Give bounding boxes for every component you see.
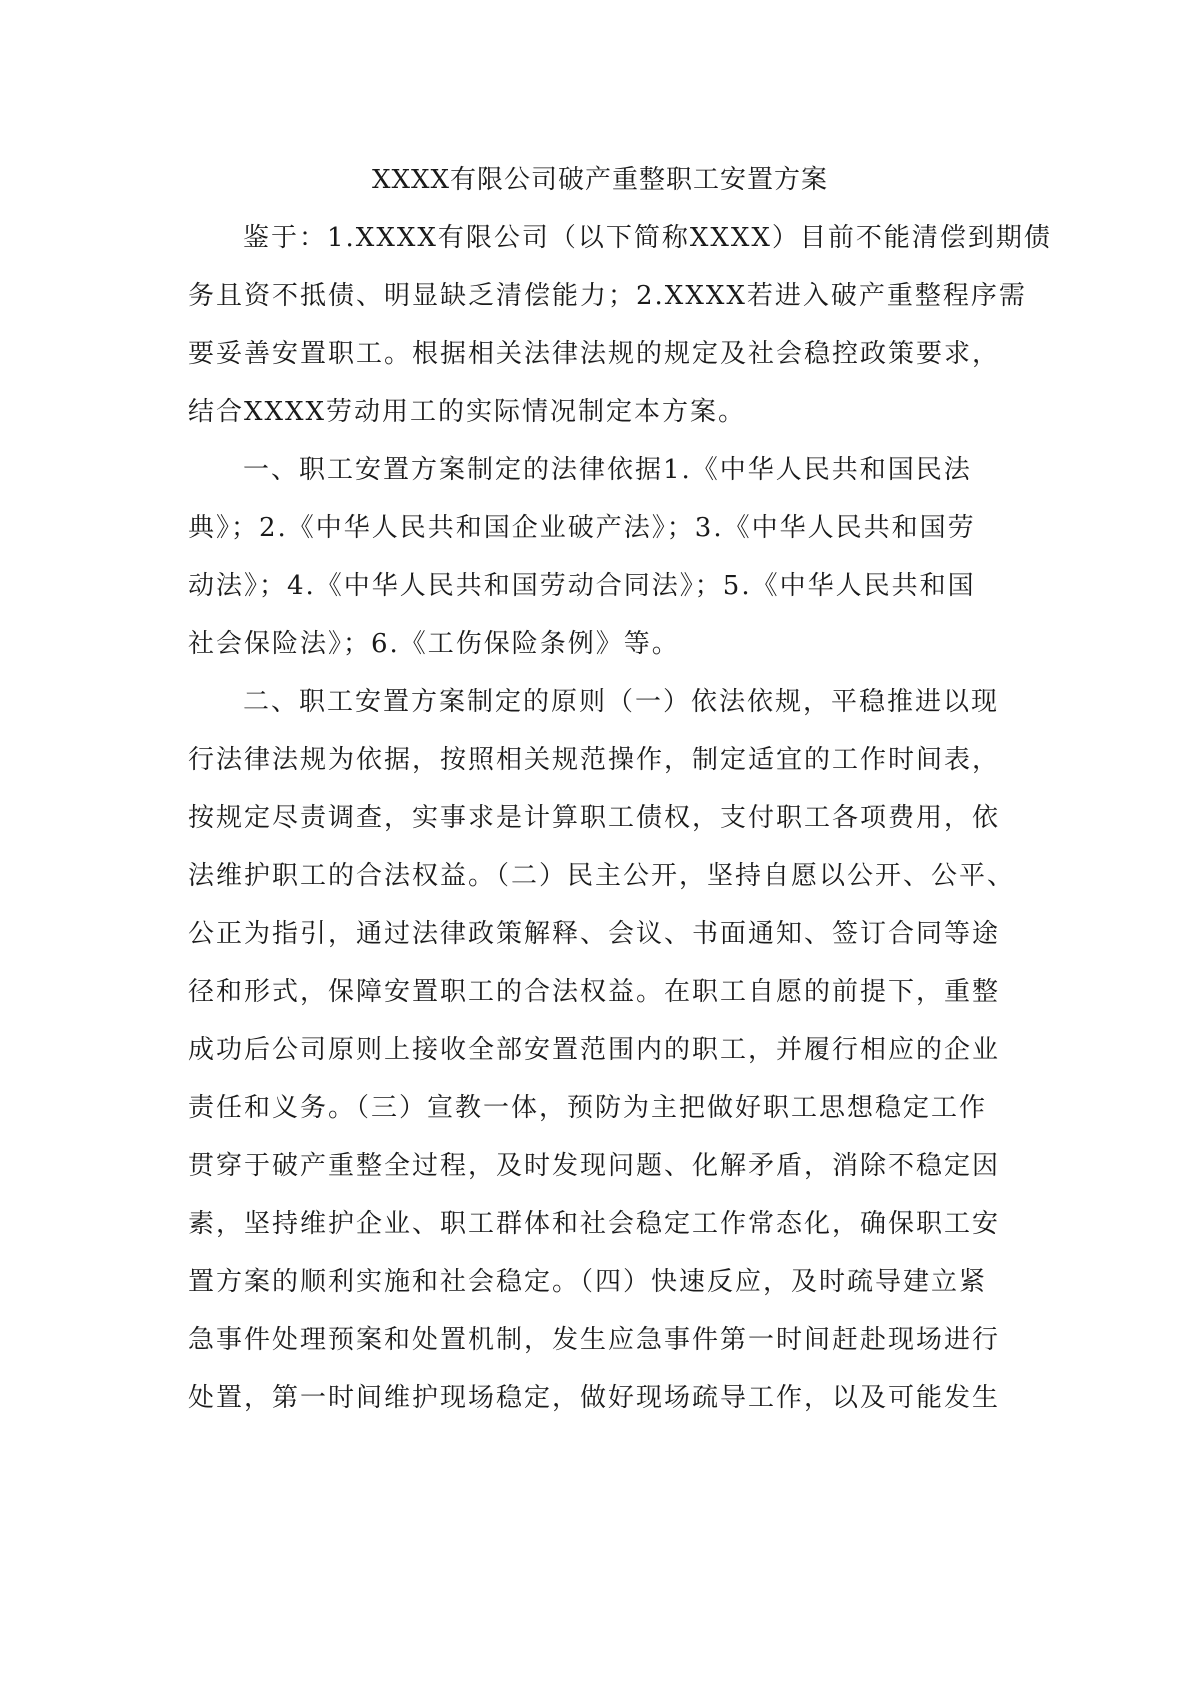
paragraph-line: 贯穿于破产重整全过程，及时发现问题、化解矛盾，消除不稳定因 — [188, 1151, 1001, 1181]
paragraph-line: 典》；2.《中华人民共和国企业破产法》；3.《中华人民共和国劳 — [188, 513, 976, 543]
paragraph-line: 急事件处理预案和处置机制，发生应急事件第一时间赶赴现场进行 — [188, 1325, 1001, 1355]
document-title: XXXX有限公司破产重整职工安置方案 — [371, 165, 829, 195]
paragraph-line: 责任和义务。（三）宣教一体，预防为主把做好职工思想稳定工作 — [188, 1093, 988, 1123]
paragraph-line: 鉴于：1.XXXX有限公司（以下简称XXXX）目前不能清偿到期债 — [243, 223, 1052, 253]
paragraph-line: 务且资不抵债、明显缺乏清偿能力；2.XXXX若进入破产重整程序需 — [188, 281, 1027, 311]
paragraph-line: 结合XXXX劳动用工的实际情况制定本方案。 — [188, 397, 747, 427]
paragraph-line: 素，坚持维护企业、职工群体和社会稳定工作常态化，确保职工安 — [188, 1209, 1001, 1239]
paragraph-line: 动法》；4.《中华人民共和国劳动合同法》；5.《中华人民共和国 — [188, 571, 976, 601]
paragraph-line: 法维护职工的合法权益。（二）民主公开，坚持自愿以公开、公平、 — [188, 861, 1016, 891]
paragraph-line: 要妥善安置职工。根据相关法律法规的规定及社会稳控政策要求， — [188, 339, 1001, 369]
paragraph-line: 按规定尽责调查，实事求是计算职工债权，支付职工各项费用，依 — [188, 803, 1001, 833]
paragraph-line: 行法律法规为依据，按照相关规范操作，制定适宜的工作时间表， — [188, 745, 1001, 775]
paragraph-line: 公正为指引，通过法律政策解释、会议、书面通知、签订合同等途 — [188, 919, 1001, 949]
paragraph-line: 成功后公司原则上接收全部安置范围内的职工，并履行相应的企业 — [188, 1035, 1001, 1065]
paragraph-line: 二、职工安置方案制定的原则（一）依法依规，平稳推进以现 — [243, 687, 1000, 717]
paragraph-line: 一、职工安置方案制定的法律依据1.《中华人民共和国民法 — [243, 455, 972, 485]
paragraph-line: 置方案的顺利实施和社会稳定。（四）快速反应，及时疏导建立紧 — [188, 1267, 988, 1297]
paragraph-line: 径和形式，保障安置职工的合法权益。在职工自愿的前提下，重整 — [188, 977, 1001, 1007]
paragraph-line: 社会保险法》；6.《工伤保险条例》等。 — [188, 629, 680, 659]
paragraph-line: 处置，第一时间维护现场稳定，做好现场疏导工作，以及可能发生 — [188, 1383, 1001, 1413]
